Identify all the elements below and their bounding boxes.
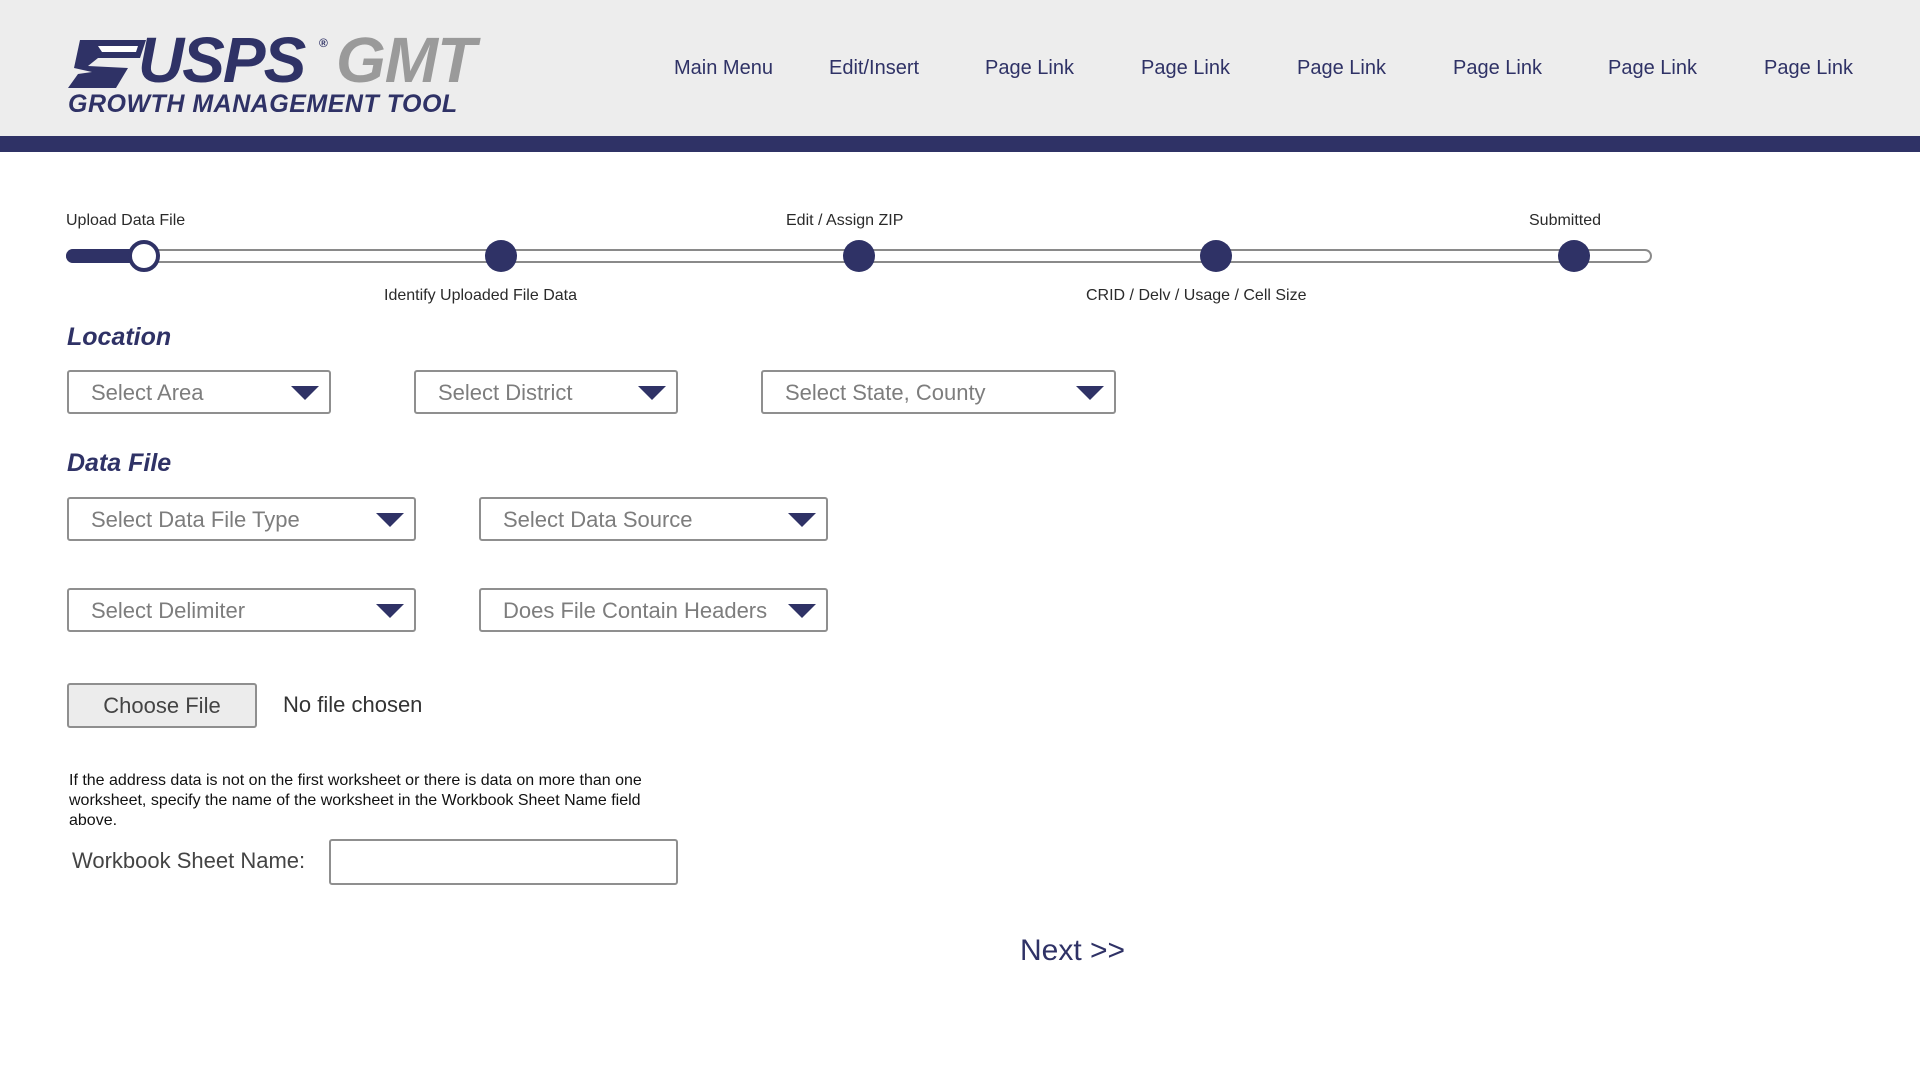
logo-subtitle: GROWTH MANAGEMENT TOOL (68, 90, 458, 118)
choose-file-button[interactable]: Choose File (67, 683, 257, 728)
select-data-source-placeholder: Select Data Source (503, 507, 693, 532)
select-state-county-placeholder: Select State, County (785, 380, 986, 405)
nav-page-link-3[interactable]: Page Link (1297, 57, 1386, 79)
select-district-placeholder: Select District (438, 380, 573, 405)
step-dot-crid[interactable] (1200, 240, 1232, 272)
step-label-edit-assign-zip: Edit / Assign ZIP (786, 212, 904, 229)
nav-page-link-6[interactable]: Page Link (1764, 57, 1853, 79)
step-label-submitted: Submitted (1529, 212, 1602, 229)
step-dot-upload[interactable] (128, 240, 160, 272)
nav-page-link-5[interactable]: Page Link (1608, 57, 1697, 79)
chevron-down-icon (376, 604, 404, 618)
header (0, 0, 1920, 136)
no-file-chosen-text: No file chosen (283, 692, 423, 717)
nav-page-link-2[interactable]: Page Link (1141, 57, 1230, 79)
header-divider-bar (0, 136, 1920, 152)
nav-edit-insert[interactable]: Edit/Insert (829, 57, 920, 79)
step-dot-edit-assign-zip[interactable] (843, 240, 875, 272)
select-data-file-type-dropdown[interactable] (67, 497, 416, 541)
step-dot-submitted[interactable] (1558, 240, 1590, 272)
select-delimiter-dropdown[interactable] (67, 588, 416, 632)
chevron-down-icon (788, 604, 816, 618)
file-headers-placeholder: Does File Contain Headers (503, 598, 768, 623)
select-data-file-type-placeholder: Select Data File Type (91, 507, 300, 532)
select-data-source-dropdown[interactable] (479, 497, 828, 541)
logo-gmt-text: GMT (336, 24, 476, 96)
logo-usps-text: USPS (138, 24, 305, 96)
nav-main-menu[interactable]: Main Menu (674, 57, 773, 79)
workbook-sheet-name-label: Workbook Sheet Name: (72, 848, 306, 873)
chevron-down-icon (376, 513, 404, 527)
select-delimiter-placeholder: Select Delimiter (91, 598, 246, 623)
location-section-title: Location (67, 323, 172, 351)
file-headers-dropdown[interactable] (479, 588, 828, 632)
select-state-county-dropdown[interactable] (761, 370, 1116, 414)
select-area-dropdown[interactable] (67, 370, 331, 414)
chevron-down-icon (291, 386, 319, 400)
step-dot-identify[interactable] (485, 240, 517, 272)
chevron-down-icon (1076, 386, 1104, 400)
data-file-section-title: Data File (67, 449, 172, 477)
next-button[interactable]: Next >> (1020, 934, 1126, 967)
step-label-crid: CRID / Delv / Usage / Cell Size (1086, 287, 1307, 304)
chevron-down-icon (638, 386, 666, 400)
chevron-down-icon (788, 513, 816, 527)
step-label-identify: Identify Uploaded File Data (384, 287, 577, 304)
worksheet-help-text: If the address data is not on the first worksheet or there is data on more than one worksheet, specify the name of the worksheet in the Workbook Sheet Name field above. (69, 772, 642, 829)
progress-stepper (0, 205, 1920, 315)
nav-page-link-1[interactable]: Page Link (985, 57, 1074, 79)
nav-page-link-4[interactable]: Page Link (1453, 57, 1542, 79)
select-district-dropdown[interactable] (414, 370, 678, 414)
top-nav (0, 57, 1920, 87)
workbook-sheet-name-input[interactable] (329, 839, 678, 885)
step-label-upload: Upload Data File (66, 212, 186, 229)
select-area-placeholder: Select Area (91, 380, 204, 405)
logo-registered-mark: ® (319, 36, 328, 50)
